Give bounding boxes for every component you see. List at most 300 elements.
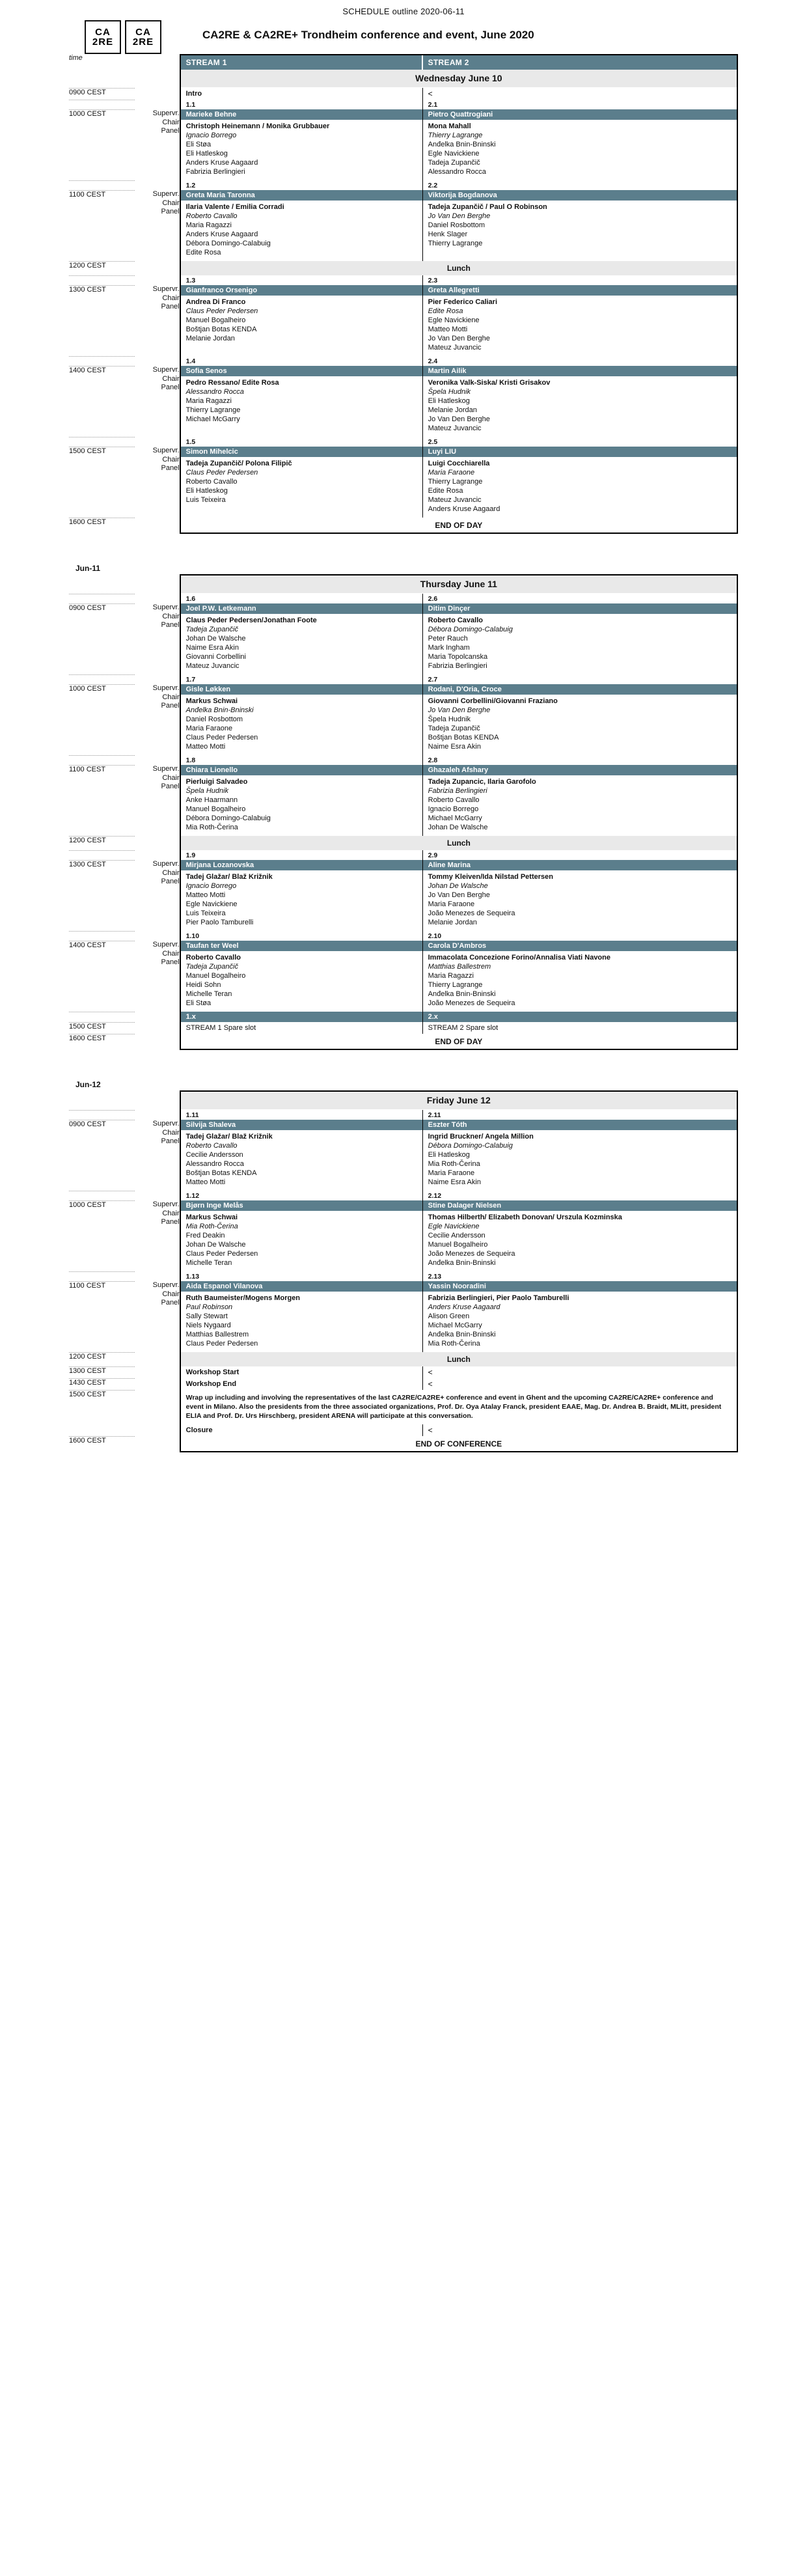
- role-blank: [135, 850, 180, 860]
- presenter-name: Simon Mihelcic: [181, 447, 422, 457]
- session-id: 1.11: [185, 1111, 199, 1119]
- chair-name: Maria Faraone: [428, 469, 475, 477]
- presenter-name: Greta Maria Taronna: [181, 190, 422, 201]
- speaker-list: [181, 870, 422, 931]
- presenter-name: Taufan ter Weel: [181, 941, 422, 951]
- role-blank: [135, 594, 180, 603]
- wrapup-row: [69, 1390, 738, 1436]
- stream-headers: [180, 54, 738, 70]
- session-body: [180, 1200, 738, 1271]
- panel-member: Thierry Lagrange: [428, 981, 483, 989]
- role-chair: Chair: [162, 374, 180, 383]
- role-supervisor: Supervr.: [152, 603, 180, 611]
- closure-label: Closure: [185, 1426, 213, 1434]
- panel-member: Jo Van Den Berghe: [428, 891, 490, 899]
- session-body: [180, 366, 738, 437]
- end-cell: [180, 1436, 738, 1452]
- presenter-name: Ditim Dinçer: [423, 603, 737, 614]
- panel-member: Eli Støa: [185, 141, 212, 148]
- session-body: [180, 603, 738, 674]
- end-row: [69, 1436, 738, 1452]
- session-id: 2.10: [428, 932, 442, 940]
- supervisor-name: Luigi Cocchiarella: [428, 460, 490, 467]
- session-id: 2.13: [428, 1273, 442, 1281]
- presenter-name: Martin Ailik: [423, 366, 737, 376]
- speaker-list: [423, 775, 737, 836]
- session-id: 1.6: [185, 595, 196, 603]
- role-panel: Panel: [161, 1137, 180, 1145]
- presenter-name: Carola D'Ambros: [423, 941, 737, 951]
- time-slot: [69, 100, 135, 109]
- supervisor-name: Roberto Cavallo: [185, 954, 241, 962]
- panel-member: Maria Ragazzi: [185, 221, 232, 229]
- panel-member: Boštjan Botas KENDA: [428, 734, 499, 741]
- session-id: 2.8: [428, 756, 438, 764]
- session-row: [69, 1281, 738, 1352]
- supervisor-name: Pedro Ressano/ Edite Rosa: [185, 379, 279, 387]
- panel-member: Ignacio Borrego: [428, 805, 479, 813]
- chair-name: Thierry Lagrange: [428, 132, 483, 139]
- supervisor-name: Fabrizia Berlingieri, Pier Paolo Tamburelli: [428, 1294, 569, 1302]
- time-slot: 1430 CEST: [69, 1378, 135, 1390]
- role-labels: [135, 1200, 180, 1271]
- panel-member: Michael McGarry: [428, 814, 482, 822]
- wrapup-cell: [180, 1390, 738, 1436]
- panel-member: Anđelka Bnin-Bninski: [428, 1331, 496, 1338]
- page-title: CA2RE & CA2RE+ Trondheim conference and event, June 2020: [202, 29, 534, 41]
- role-supervisor: Supervr.: [152, 1200, 180, 1208]
- time-slot: [69, 437, 135, 447]
- speaker-list: [181, 376, 422, 428]
- session-number-row: [69, 1191, 738, 1200]
- workshop-row: [69, 1378, 738, 1390]
- panel-member: Melanie Jordan: [185, 335, 235, 342]
- panel-member: Eli Støa: [185, 999, 212, 1007]
- speaker-list: [423, 695, 737, 755]
- panel-member: Maria Ragazzi: [185, 397, 232, 405]
- presenter-name: Ghazaleh Afshary: [423, 765, 737, 775]
- session-id: 2.6: [428, 595, 438, 603]
- role-blank: [135, 931, 180, 941]
- panel-member: Mia Roth-Čerina: [428, 1160, 480, 1168]
- day-title: Friday June 12: [181, 1092, 737, 1110]
- supervisor-name: Tadeja Zupancic, Ilaria Garofolo: [428, 778, 536, 786]
- speaker-list: [181, 695, 422, 755]
- panel-member: Mateuz Juvancic: [428, 496, 482, 504]
- role-chair: Chair: [162, 612, 180, 620]
- panel-member: Egle Navickiene: [428, 316, 480, 324]
- role-labels: [135, 285, 180, 356]
- session-row: [69, 1120, 738, 1191]
- panel-member: Claus Peder Pedersen: [185, 1340, 258, 1348]
- end-label: END OF DAY: [435, 521, 483, 530]
- role-blank: [135, 70, 180, 88]
- session-number-row: [69, 437, 738, 447]
- end-row: [69, 1034, 738, 1050]
- session-id: 2.4: [428, 357, 438, 365]
- role-chair: Chair: [162, 1290, 180, 1298]
- time-slot: [69, 850, 135, 860]
- time-slot: [69, 1271, 135, 1281]
- presenter-name: Luyi LIU: [423, 447, 737, 457]
- session-body: [180, 941, 738, 1012]
- role-blank: [135, 755, 180, 765]
- panel-member: Boštjan Botas KENDA: [185, 325, 257, 333]
- day-title-row: [69, 70, 738, 88]
- session-id: 2.9: [428, 852, 438, 859]
- presenter-name: Gianfranco Orsenigo: [181, 285, 422, 296]
- panel-member: Peter Rauch: [428, 635, 468, 643]
- role-labels: [135, 109, 180, 180]
- session-id: 1.10: [185, 932, 200, 940]
- session-body: [180, 1281, 738, 1352]
- time-slot: 1300 CEST: [69, 1366, 135, 1378]
- role-chair: Chair: [162, 294, 180, 302]
- supervisor-name: Ilaria Valente / Emilia Corradi: [185, 203, 284, 211]
- panel-member: Matthias Ballestrem: [185, 1331, 249, 1338]
- session-body: [180, 109, 738, 180]
- presenter-name: Chiara Lionello: [181, 765, 422, 775]
- session-numbers: [180, 180, 738, 190]
- panel-member: Mia Roth-Čerina: [428, 1340, 480, 1348]
- session-numbers: [180, 356, 738, 366]
- workshop-label: Workshop End: [185, 1380, 237, 1388]
- session-row: [69, 285, 738, 356]
- day-table: [69, 1090, 738, 1452]
- session-row: [69, 765, 738, 836]
- panel-member: Tadeja Zupančič: [428, 159, 480, 167]
- session-id: 2.2: [428, 182, 438, 189]
- speaker-list: [181, 296, 422, 347]
- time-slot: 1000 CEST: [69, 1200, 135, 1271]
- role-blank: [135, 1352, 180, 1366]
- time-slot: [69, 931, 135, 941]
- panel-member: Maria Topolcanska: [428, 653, 488, 661]
- panel-member: Johan De Walsche: [185, 1241, 246, 1249]
- panel-member: Jo Van Den Berghe: [428, 415, 490, 423]
- workshop-cell: [180, 1366, 738, 1378]
- session-number-row: [69, 931, 738, 941]
- title-row: [69, 20, 738, 54]
- chair-name: Paul Robinson: [185, 1303, 233, 1311]
- panel-member: Eli Hatleskog: [185, 487, 228, 495]
- panel-member: Anders Kruse Aagaard: [185, 230, 258, 238]
- day-title: Wednesday June 10: [181, 70, 737, 88]
- presenter-name: Marieke Behne: [181, 109, 422, 120]
- day-table: [69, 54, 738, 534]
- lunch-label: Lunch: [181, 261, 737, 275]
- session-number-row: [69, 850, 738, 860]
- supervisor-name: Mona Mahall: [428, 122, 471, 130]
- panel-member: Sally Stewart: [185, 1312, 228, 1320]
- role-chair: Chair: [162, 773, 180, 782]
- role-supervisor: Supervr.: [152, 1281, 180, 1289]
- panel-member: Anđelka Bnin-Bninski: [428, 141, 496, 148]
- time-blank: [69, 70, 135, 88]
- supervisor-name: Immacolata Concezione Forino/Annalisa Viati Navone: [428, 954, 610, 962]
- session-body: [180, 190, 738, 261]
- role-panel: Panel: [161, 303, 180, 311]
- panel-member: Débora Domingo-Calabuig: [185, 814, 271, 822]
- panel-member: Manuel Bogalheiro: [185, 972, 246, 980]
- session-id: 1.3: [185, 277, 196, 284]
- role-panel: Panel: [161, 1218, 180, 1226]
- role-blank: [135, 574, 180, 594]
- panel-member: Eli Hatleskog: [428, 1151, 470, 1159]
- role-blank: [135, 1366, 180, 1378]
- session-numbers: [180, 437, 738, 447]
- end-cell: [180, 518, 738, 534]
- role-blank: [135, 518, 180, 534]
- lunch-label: Lunch: [181, 1352, 737, 1366]
- panel-member: Roberto Cavallo: [185, 478, 238, 486]
- wrapup-text: Wrap up including and involving the representatives of the last CA2RE/CA2RE+ conference and event in Ghent and the upcoming CA2RE/CA2RE+ conference and event in Milano. Also the presidents from the three associated organizations, Prof. Dr. Oya Atalay Franck, president EAAE, Mag. Dr. Andrea B. Braidt, MLitt, president ELIA and Prof. Dr. Urs Hirschberg, president ARENA will participate at this conversation.: [185, 1394, 722, 1420]
- panel-member: Débora Domingo-Calabuig: [185, 240, 271, 247]
- role-panel: Panel: [161, 958, 180, 966]
- speaker-list: [181, 614, 422, 674]
- role-chair: Chair: [162, 693, 180, 701]
- panel-member: Michael McGarry: [185, 415, 240, 423]
- chair-name: Ignacio Borrego: [185, 132, 237, 139]
- supervisor-name: Tadej Glažar/ Blaž Križnik: [185, 1133, 273, 1141]
- panel-member: Anders Kruse Aagaard: [185, 159, 258, 167]
- time-slot: 1100 CEST: [69, 765, 135, 836]
- presenter-name: Pietro Quattrogiani: [423, 109, 737, 120]
- supervisor-name: Roberto Cavallo: [428, 616, 483, 624]
- panel-member: João Menezes de Sequeira: [428, 999, 515, 1007]
- role-blank: [135, 1378, 180, 1390]
- lunch-cell: [180, 1352, 738, 1366]
- presenter-name: Aline Marina: [423, 860, 737, 870]
- role-chair: Chair: [162, 118, 180, 126]
- session-numbers: [180, 594, 738, 603]
- schedule-sheet: [69, 20, 738, 1452]
- panel-member: Johan De Walsche: [185, 635, 246, 643]
- session-id: 2.3: [428, 277, 438, 284]
- session-row: [69, 684, 738, 755]
- panel-member: Eli Hatleskog: [428, 397, 470, 405]
- role-chair: Chair: [162, 199, 180, 207]
- chair-name: Débora Domingo-Calabuig: [428, 1142, 513, 1150]
- time-slot: 1400 CEST: [69, 366, 135, 437]
- panel-member: Boštjan Botas KENDA: [185, 1169, 257, 1177]
- supervisor-name: Claus Peder Pedersen/Jonathan Foote: [185, 616, 317, 624]
- panel-member: Matteo Motti: [185, 743, 226, 751]
- stream-header-row: [69, 54, 738, 70]
- supervisor-name: Tadeja Zupančič / Paul O Robinson: [428, 203, 547, 211]
- session-number-row: [69, 356, 738, 366]
- end-cell: [180, 1034, 738, 1050]
- supervisor-name: Giovanni Corbellini/Giovanni Fraziano: [428, 697, 558, 705]
- speaker-list: [181, 1130, 422, 1191]
- panel-member: Alessandro Rocca: [185, 1160, 244, 1168]
- chair-name: Anders Kruse Aagaard: [428, 1303, 500, 1311]
- panel-member: Michael McGarry: [428, 1322, 482, 1329]
- panel-member: Pier Paolo Tamburelli: [185, 919, 254, 926]
- chair-name: Tadeja Zupančič: [185, 963, 238, 971]
- role-supervisor: Supervr.: [152, 860, 180, 868]
- session-id: 1.7: [185, 676, 196, 684]
- role-chair: Chair: [162, 455, 180, 464]
- session-row: [69, 109, 738, 180]
- session-row: [69, 366, 738, 437]
- session-numbers: [180, 1271, 738, 1281]
- role-blank: [135, 1022, 180, 1034]
- intro-arrow: <: [428, 89, 433, 98]
- session-id: 1.12: [185, 1192, 200, 1200]
- panel-member: Luis Teixeira: [185, 909, 226, 917]
- presenter-name: Silvija Shaleva: [181, 1120, 422, 1130]
- supervisor-name: Markus Schwai: [185, 697, 238, 705]
- panel-member: Maria Ragazzi: [428, 972, 474, 980]
- speaker-list: [181, 457, 422, 508]
- session-number-row: [69, 755, 738, 765]
- role-blank: [135, 1390, 180, 1436]
- chair-name: Débora Domingo-Calabuig: [428, 626, 513, 633]
- panel-member: Anđelka Bnin-Bninski: [428, 1259, 496, 1267]
- time-slot: 1100 CEST: [69, 1281, 135, 1352]
- time-slot: 1500 CEST: [69, 1390, 135, 1436]
- day-table: [69, 574, 738, 1050]
- panel-member: Daniel Rosbottom: [428, 221, 486, 229]
- time-slot: 0900 CEST: [69, 1120, 135, 1191]
- panel-member: Cecilie Andersson: [185, 1151, 243, 1159]
- session-row: [69, 1200, 738, 1271]
- chair-name: Roberto Cavallo: [185, 1142, 238, 1150]
- speaker-list: [181, 201, 422, 261]
- panel-member: Naime Esra Akin: [428, 1178, 481, 1186]
- panel-member: Mateuz Juvancic: [428, 344, 482, 352]
- time-slot: [69, 356, 135, 366]
- spare-numbers: [180, 1012, 738, 1022]
- ca2re-logo: CA 2RE: [85, 20, 121, 54]
- panel-member: Edite Rosa: [428, 487, 463, 495]
- supervisor-name: Andrea Di Franco: [185, 298, 246, 306]
- session-numbers: [180, 275, 738, 285]
- document-header: SCHEDULE outline 2020-06-11: [342, 7, 465, 16]
- day-label: Jun-11: [75, 564, 101, 573]
- chair-name: Jo Van Den Berghe: [428, 212, 491, 220]
- panel-member: Fabrizia Berlingieri: [428, 662, 487, 670]
- session-id: 2.x: [423, 1012, 737, 1022]
- panel-member: Naime Esra Akin: [185, 644, 239, 652]
- ca2re-plus-logo: CA 2RE: [125, 20, 161, 54]
- session-row: [69, 860, 738, 931]
- session-body: [180, 285, 738, 356]
- panel-member: Roberto Cavallo: [428, 796, 480, 804]
- panel-member: Anders Kruse Aagaard: [428, 505, 500, 513]
- time-slot: 1400 CEST: [69, 941, 135, 1012]
- speaker-list: [423, 1130, 737, 1191]
- time-slot: 1100 CEST: [69, 190, 135, 261]
- time-blank: [69, 1090, 135, 1110]
- session-id: 1.13: [185, 1273, 200, 1281]
- session-id: 2.5: [428, 438, 438, 446]
- panel-member: Michelle Teran: [185, 990, 232, 998]
- panel-member: Niels Nygaard: [185, 1322, 231, 1329]
- panel-member: Michelle Teran: [185, 1259, 232, 1267]
- speaker-list: [423, 376, 737, 437]
- panel-member: Heidi Sohn: [185, 981, 221, 989]
- session-numbers: [180, 1110, 738, 1120]
- chair-name: Fabrizia Berlingieri: [428, 787, 487, 795]
- speaker-list: [423, 614, 737, 674]
- panel-member: Johan De Walsche: [428, 824, 488, 831]
- role-panel: Panel: [161, 878, 180, 885]
- day-spacer: [69, 534, 738, 564]
- role-supervisor: Supervr.: [152, 366, 180, 374]
- panel-member: João Menezes de Sequeira: [428, 909, 515, 917]
- chair-name: Mia Roth-Čerina: [185, 1223, 238, 1230]
- chair-name: Anđelka Bnin-Bninski: [185, 706, 254, 714]
- session-id: 1.1: [185, 101, 196, 109]
- presenter-name: Mirjana Lozanovska: [181, 860, 422, 870]
- speaker-list: [423, 201, 737, 252]
- role-chair: Chair: [162, 1209, 180, 1217]
- panel-member: Thierry Lagrange: [185, 406, 241, 414]
- panel-member: Fabrizia Berlingieri: [185, 168, 245, 176]
- panel-member: Fred Deakin: [185, 1232, 225, 1240]
- panel-member: Cecilie Andersson: [428, 1232, 486, 1240]
- session-body: [180, 860, 738, 931]
- lunch-row: [69, 836, 738, 850]
- panel-member: Henk Slager: [428, 230, 468, 238]
- chair-name: Špela Hudnik: [428, 388, 471, 396]
- supervisor-name: Tadeja Zupančič/ Polona Filipič: [185, 460, 292, 467]
- session-row: [69, 447, 738, 518]
- time-slot: 1200 CEST: [69, 261, 135, 275]
- panel-member: Alison Green: [428, 1312, 470, 1320]
- intro-row: [69, 88, 738, 100]
- supervisor-name: Veronika Valk-Siska/ Kristi Grisakov: [428, 379, 551, 387]
- chair-name: Tadeja Zupančič: [185, 626, 238, 633]
- day-label: Jun-12: [75, 1080, 101, 1089]
- panel-member: Matteo Motti: [185, 891, 226, 899]
- presenter-name: Greta Allegretti: [423, 285, 737, 296]
- logo-group: [69, 20, 202, 54]
- session-id: 1.8: [185, 756, 196, 764]
- session-row: [69, 190, 738, 261]
- time-slot: 1500 CEST: [69, 447, 135, 518]
- days-root: [69, 54, 738, 1452]
- day-title-cell: [180, 574, 738, 594]
- workshop-row: [69, 1366, 738, 1378]
- chair-name: Špela Hudnik: [185, 787, 229, 795]
- role-labels: [135, 765, 180, 836]
- role-blank: [135, 1090, 180, 1110]
- chair-name: Roberto Cavallo: [185, 212, 238, 220]
- time-slot: 1600 CEST: [69, 518, 135, 534]
- role-blank: [135, 1191, 180, 1200]
- end-label: END OF CONFERENCE: [415, 1439, 502, 1448]
- presenter-name: Stine Dalager Nielsen: [423, 1200, 737, 1211]
- time-slot: 0900 CEST: [69, 88, 135, 100]
- supervisor-name: Pierluigi Salvadeo: [185, 778, 248, 786]
- day-spacer: [69, 1050, 738, 1080]
- closure-arrow: <: [428, 1426, 433, 1435]
- panel-member: Naime Esra Akin: [428, 743, 481, 751]
- panel-member: Claus Peder Pedersen: [185, 734, 258, 741]
- panel-member: Giovanni Corbellini: [185, 653, 246, 661]
- supervisor-name: Christoph Heinemann / Monika Grubbauer: [185, 122, 330, 130]
- time-slot: 1300 CEST: [69, 860, 135, 931]
- role-supervisor: Supervr.: [152, 285, 180, 293]
- role-chair: Chair: [162, 1128, 180, 1137]
- speaker-list: [423, 457, 737, 518]
- session-id: 2.7: [428, 676, 438, 684]
- time-slot: 0900 CEST: [69, 603, 135, 674]
- chair-name: Alessandro Rocca: [185, 388, 244, 396]
